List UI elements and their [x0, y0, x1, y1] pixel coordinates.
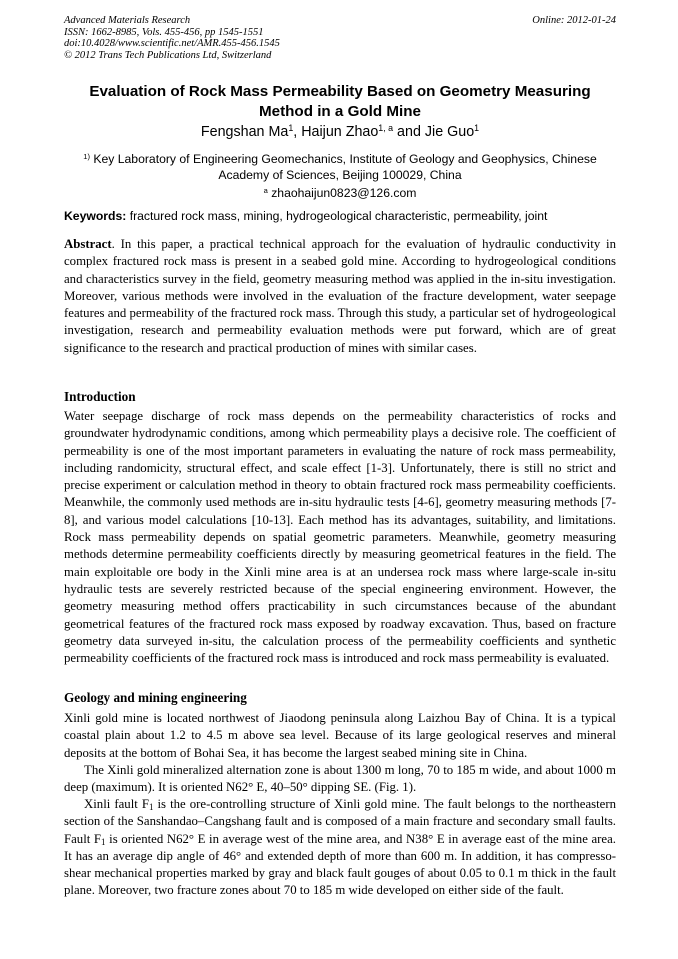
author-separator: and [393, 124, 425, 140]
geology-p3-text-a: Xinli fault F [84, 797, 149, 811]
abstract-paragraph [64, 236, 616, 357]
journal-header [64, 15, 616, 61]
abstract-label: Abstract [64, 237, 112, 251]
author-name: Haijun Zhao [301, 124, 379, 140]
paper-title: Evaluation of Rock Mass Permeability Based on Geometry Measuring Method in a Gold Mine [89, 83, 591, 120]
email-address[interactable]: zhaohaijun0823@126.com [271, 186, 417, 200]
author-separator: , [293, 124, 302, 140]
author-affiliation-mark: 1 [288, 123, 294, 134]
journal-name: Advanced Materials Research [64, 15, 191, 26]
online-date: Online: 2012-01-24 [532, 15, 616, 26]
author-affiliation-mark: 1, a [378, 123, 394, 134]
geology-paragraph-2: The Xinli gold mineralized alternation zone is about 1300 m long, 70 to 185 m wide, and about 1000 m deep (maximum). It is oriented N62° E, 40–50° dipping SE. (Fig. 1). [64, 763, 616, 795]
affiliation-marker: 1) [83, 151, 90, 161]
affiliation [64, 151, 616, 183]
geology-p3-text-b: is the ore-controlling structure of Xinli gold mine. The fault belongs to the northeastern section of the Sanshandao–Cangshang fault and is composed of a main fracture and secondary small faults. Fault F [64, 797, 616, 846]
affiliation-text: Key Laboratory of Engineering Geomechanics, Institute of Geology and Geophysics, Chinese Academy of Sciences, Beijing 100029, China [93, 152, 597, 182]
doi-line[interactable]: doi:10.4028/www.scientific.net/AMR.455-456.1545 [64, 38, 280, 49]
geology-p3-text-c: is oriented N62° E in average west of the mine area, and N38° E in average east of the mine area. It has an average dip angle of 46° and extended depth of more than 600 m. In addition, it has compresso-shear mechanical properties marked by gray and black fault gouges of about 0.05 to 0.1 m thick in the fault plane. Moreover, two fracture zones about 70 to 185 m wide developed on either side of the fault. [64, 831, 616, 898]
keywords-label: Keywords: [64, 209, 127, 223]
copyright-line: © 2012 Trans Tech Publications Ltd, Switzerland [64, 49, 272, 61]
subscript: 1 [148, 801, 154, 812]
keywords-text: fractured rock mass, mining, hydrogeological characteristic, permeability, joint [129, 209, 548, 223]
keywords [64, 208, 616, 224]
author-list [64, 123, 616, 141]
email-marker: a [263, 185, 268, 195]
geology-paragraph-1: Xinli gold mine is located northwest of Jiaodong peninsula along Laizhou Bay of China. It is a typical coastal plain about 1.2 to 4.5 m above sea level. Because of its large geological reserves and mineral deposits at the bottom of Bohai Sea, it has become the largest seabed mining site in China. [64, 711, 616, 760]
introduction-paragraph: Water seepage discharge of rock mass depends on the permeability characteristics of rocks and groundwater hydrodynamic conditions, among which permeability plays a decisive role. The coefficient of permeability is one of the most important parameters in evaluating the nature of rock mass permeability, including randomicity, structural effect, and scale effect [1-3]. Unfortunately, there is still no strict and precise experiment or calculation method in theory to obtain fractured rock mass permeability coefficients. Meanwhile, the commonly used methods are in-situ hydraulic tests [4-6], geometry measuring methods [7-8], and various model calculations [10-13]. Each method has its advantages, suitability, and limitations. Rock mass permeability depends on spatial geometric parameters. Meanwhile, geometry measuring methods determine permeability coefficients directly by measuring geometrical features in the field. The main exploitable ore body in the Xinli mine area is at an undersea rock mass where large-scale in-situ hydraulic tests are severely restricted because of the special engineering environment. However, the geometry measuring method offers practicability in such circumstances because of the abundant geometrical features of the fractured rock mass exposed by roadway excavation. Thus, based on fracture geometry data surveyed in-situ, the calculation process of the permeability coefficients and synthetic permeability coefficients of the fractured rock mass is introduced and rock mass permeability is evaluated. [64, 409, 616, 666]
introduction-heading: Introduction [64, 389, 136, 404]
author-name: Jie Guo [424, 124, 475, 140]
issn-line: ISSN: 1662-8985, Vols. 455-456, pp 1545-1551 [64, 26, 264, 38]
geology-heading: Geology and mining engineering [64, 690, 247, 705]
author-name: Fengshan Ma [200, 124, 289, 140]
abstract-text: . In this paper, a practical technical approach for the evaluation of hydraulic conductivity in complex fractured rock mass is present in a seabed gold mine. According to hydrogeological conditions and characteristics survey in the field, geometry measuring method was applied in the in-situ investigation. Moreover, various methods were involved in the evaluation of the fracture development, water seepage features and permeability of the fractured rock mass. Through this study, a particular set of hydrogeological investigation, research and permeability evaluation methods were put forward, which are of great significance to the research and practical production of mines with similar cases. [64, 237, 616, 355]
email-line [64, 185, 616, 201]
author-affiliation-mark: 1 [474, 123, 480, 134]
subscript: 1 [101, 836, 106, 847]
geology-paragraph-3 [64, 796, 616, 900]
